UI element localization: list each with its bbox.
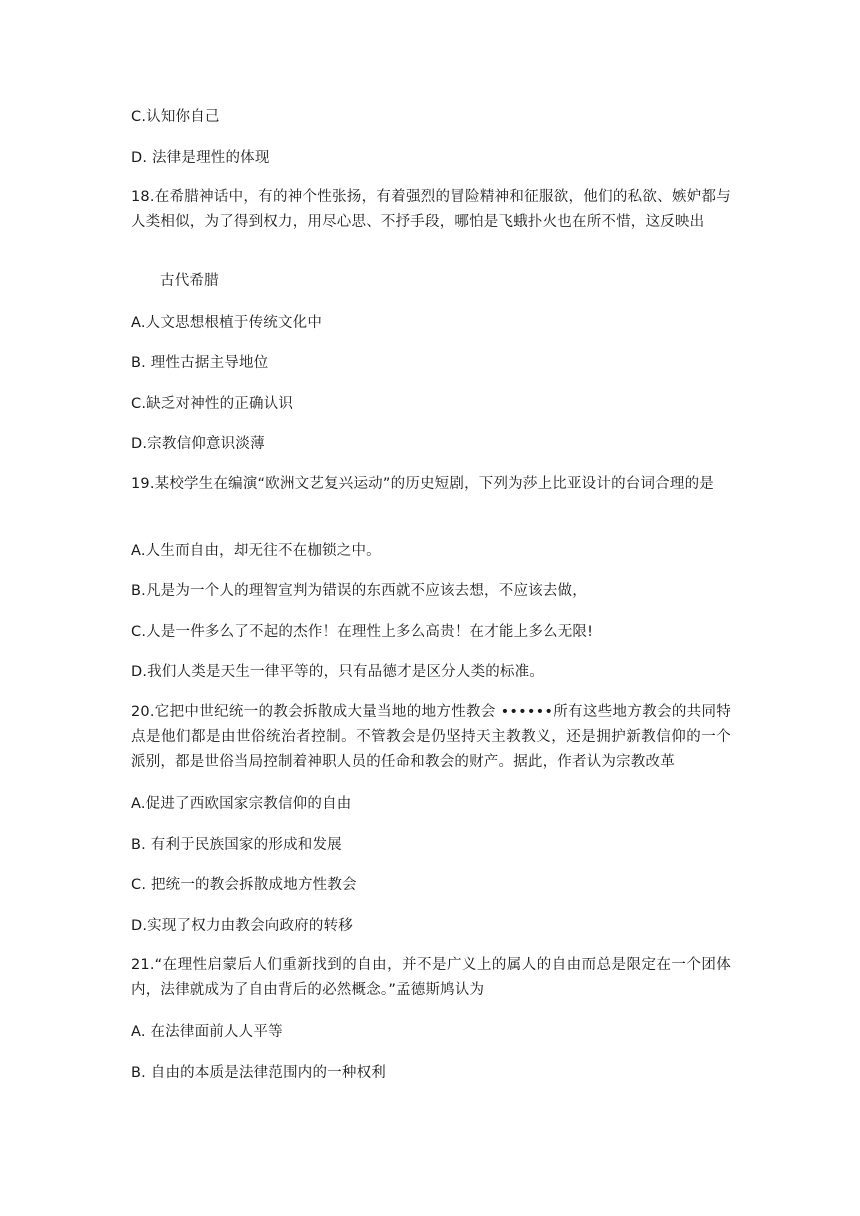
q19-option-d: D.我们人类是天生一律平等的，只有品德才是区分人类的标准。 <box>131 664 545 680</box>
q20-stem: 20.它把中世纪统一的教会拆散成大量当地的地方性教会 ••••••所有这些地方教会的共同特点是他们都是由世俗统治者控制。不管教会是仍坚持天主教教义，还是拥护新教信仰的一个派别，都是世俗当局控制着神职人员的任命和教会的财产。据此，作者认为宗教改革 <box>131 704 731 770</box>
q18-option-c: C.缺乏对神性的正确认识 <box>131 396 294 412</box>
q19-stem: 19.某校学生在编演“欧洲文艺复兴运动”的历史短剧，下列为莎上比亚设计的台词合理的是 <box>131 476 714 492</box>
q18-option-a: A.人文思想根植于传统文化中 <box>131 315 323 331</box>
q19-option-b: B.凡是为一个人的理智宣判为错误的东西就不应该去想，不应该去做， <box>131 583 587 599</box>
q20-option-a: A.促进了西欧国家宗教信仰的自由 <box>131 796 352 812</box>
q21-option-a: A. 在法律面前人人平等 <box>131 1024 283 1040</box>
q17-option-d: D. 法律是理性的体现 <box>131 150 270 166</box>
q19-option-a: A.人生而自由，却无往不在枷锁之中。 <box>131 543 381 559</box>
q20-option-d: D.实现了权力由教会向政府的转移 <box>131 918 353 934</box>
q19-option-c: C.人是一件多么了不起的杰作！在理性上多么高贵！在才能上多么无限! <box>131 624 594 640</box>
q20-option-c: C. 把统一的教会拆散成地方性教会 <box>131 877 357 893</box>
q18-stem-continuation: 古代希腊 <box>160 273 219 289</box>
q21-option-b: B. 自由的本质是法律范围内的一种权利 <box>131 1065 386 1081</box>
q18-option-d: D.宗教信仰意识淡薄 <box>131 436 265 452</box>
q20-option-b: B. 有利于民族国家的形成和发展 <box>131 837 342 853</box>
q17-option-c: C.认知你自己 <box>131 109 220 125</box>
q21-stem: 21.“在理性启蒙后人们重新找到的自由，并不是广义上的属人的自由而总是限定在一个团体内，法律就成为了自由背后的必然概念。”孟德斯鸠认为 <box>131 957 731 998</box>
q18-stem: 18.在希腊神话中，有的神个性张扬，有着强烈的冒险精神和征服欲，他们的私欲、嫉妒都与人类相似，为了得到权力，用尽心思、不抒手段，哪怕是飞蛾扑火也在所不惜，这反映出 <box>131 189 731 230</box>
q18-option-b: B. 理性古据主导地位 <box>131 355 269 371</box>
